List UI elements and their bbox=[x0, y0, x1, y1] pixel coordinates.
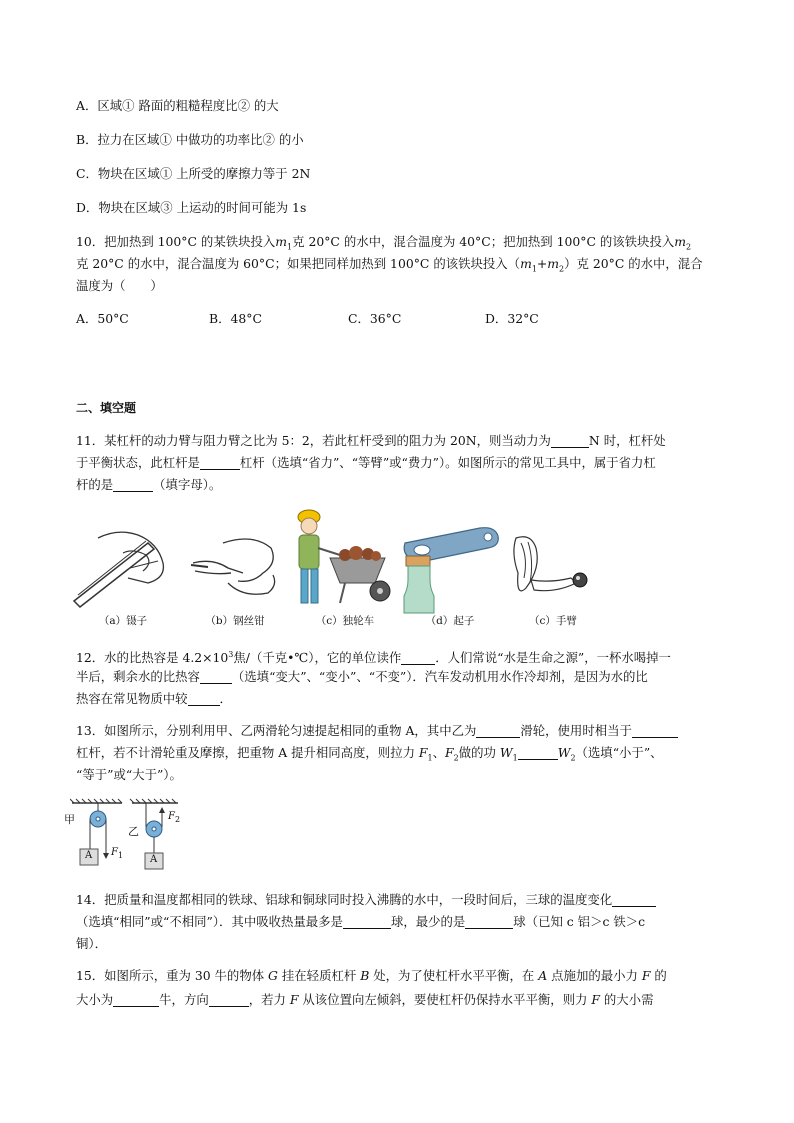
section-title: 二、填空题 bbox=[76, 401, 137, 415]
caption-b: （b）钢丝钳 bbox=[205, 615, 265, 627]
answer-blank[interactable] bbox=[200, 669, 232, 684]
answer-blank[interactable] bbox=[465, 914, 513, 929]
q9-option-b: B．拉力在区域① 中做功的功率比② 的小 bbox=[76, 132, 304, 147]
q10-option-c: C．36°C bbox=[348, 311, 402, 326]
answer-blank[interactable] bbox=[200, 455, 240, 470]
q15-line-1: 15．如图所示，重为 30 牛的物体 G 挂在轻质杠杆 B 处，为了使杠杆水平平衡，在 A 点施加的最小力 F 的 bbox=[76, 968, 667, 983]
caption-c: （c）独轮车 bbox=[315, 615, 375, 627]
caption-a: （a）镊子 bbox=[98, 615, 148, 627]
q9-option-d: D．物块在区域③ 上运动的时间可能为 1s bbox=[76, 200, 307, 215]
q12-line-2: 半后，剩余水的比热容 （选填“变大”、“变小”、“不变”）．汽车发动机用水作冷却剂，是因为水的比 bbox=[76, 669, 648, 684]
q11-line-1: 11．某杠杆的动力臂与阻力臂之比为 5：2，若此杠杆受到的阻力为 20N，则当动力为 N 时，杠杆处 bbox=[76, 433, 666, 448]
answer-blank[interactable] bbox=[551, 433, 589, 448]
answer-blank[interactable] bbox=[518, 745, 558, 760]
q9-option-c: C．物块在区域① 上所受的摩擦力等于 2N bbox=[76, 166, 311, 181]
q9-option-a: A．区域① 路面的粗糙程度比② 的大 bbox=[76, 98, 279, 113]
q10-line-1: 10．把加热到 100°C 的某铁块投入$m_1$克 20°C 的水中，混合温度为 40°C；把加热到 100°C 的该铁块投入$m_2$ bbox=[76, 234, 692, 252]
q11-line-3: 杆的是 （填字母）。 bbox=[76, 477, 222, 492]
caption-d: （d）起子 bbox=[425, 615, 475, 627]
answer-blank[interactable] bbox=[113, 992, 159, 1007]
pulley-figure bbox=[64, 797, 200, 877]
answer-blank[interactable] bbox=[612, 892, 656, 907]
q11-line-2: 于平衡状态，此杠杆是 杠杆（选填“省力”、“等臂”或“费力”）。如图所示的常见工具中，属于省力杠 bbox=[76, 455, 656, 470]
q13-line-1: 13．如图所示，分别利用甲、乙两滑轮匀速提起相同的重物 A，其中乙为 滑轮，使用时相当于 bbox=[76, 721, 678, 741]
force-label-f1: $F_1$ bbox=[111, 847, 124, 860]
q15-line-2: 大小为 牛，方向 ，若力 F 从该位置向左倾斜，要使杠杆仍保持水平平衡，则力 F 的大小需 bbox=[76, 992, 654, 1007]
q10-line-2: 克 20°C 的水中，混合温度为 60°C；如果把同样加热到 100°C 的该铁块投入$(m_1+m_2)$克 20°C 的水中，混合 bbox=[76, 256, 703, 274]
q14-line-3: 铜）． bbox=[76, 936, 107, 951]
label-yi: 乙 bbox=[128, 825, 139, 838]
bottle-opener-illustration bbox=[400, 518, 505, 618]
weight-label-a-2: A bbox=[150, 854, 158, 865]
label-jia: 甲 bbox=[64, 813, 75, 826]
answer-blank[interactable] bbox=[632, 723, 678, 738]
answer-blank[interactable] bbox=[343, 914, 391, 929]
answer-blank[interactable] bbox=[209, 992, 249, 1007]
answer-blank[interactable] bbox=[476, 723, 520, 738]
arm-illustration bbox=[506, 528, 606, 623]
q10-line-3: 温度为（ ） bbox=[76, 278, 163, 293]
pliers-illustration bbox=[183, 523, 283, 618]
answer-blank[interactable] bbox=[188, 691, 220, 706]
force-label-f2: $F_2$ bbox=[168, 811, 181, 824]
q10-option-a: A．50°C bbox=[76, 311, 129, 326]
q13-line-3: “等于”或“大于”）。 bbox=[76, 767, 182, 782]
q14-line-2: （选填“相同”或“不相同”）．其中吸收热量最多是 球，最少的是 球（已知 c 铝＞c 铁＞c bbox=[76, 914, 646, 929]
q12-line-3: 热容在常见物质中较 ． bbox=[76, 691, 232, 706]
wheelbarrow-illustration bbox=[290, 503, 400, 613]
q12-line-1: 12．水的比热容是 $4.2\times 10^3$焦/（千克•℃），它的单位读作 ．人们常说“水是生命之源”，一杯水喝掉一 bbox=[76, 650, 671, 666]
tools-figure bbox=[68, 503, 588, 628]
answer-blank[interactable] bbox=[113, 477, 153, 492]
weight-label-a: A bbox=[85, 850, 93, 861]
q14-line-1: 14．把质量和温度都相同的铁球、铝球和铜球同时投入沸腾的水中，一段时间后，三球的温度变化 bbox=[76, 890, 656, 910]
q13-line-2: 杠杆，若不计滑轮重及摩擦，把重物 A 提升相同高度，则拉力 $F_1$、$F_2$做的功 $W_1$ $W_2$（选填“小于”、 bbox=[76, 745, 663, 763]
q10-option-d: D．32°C bbox=[485, 311, 539, 326]
tweezers-illustration bbox=[68, 523, 178, 618]
answer-blank[interactable] bbox=[401, 650, 435, 665]
caption-e: （c）手臂 bbox=[529, 615, 577, 627]
q10-option-b: B．48°C bbox=[209, 311, 262, 326]
